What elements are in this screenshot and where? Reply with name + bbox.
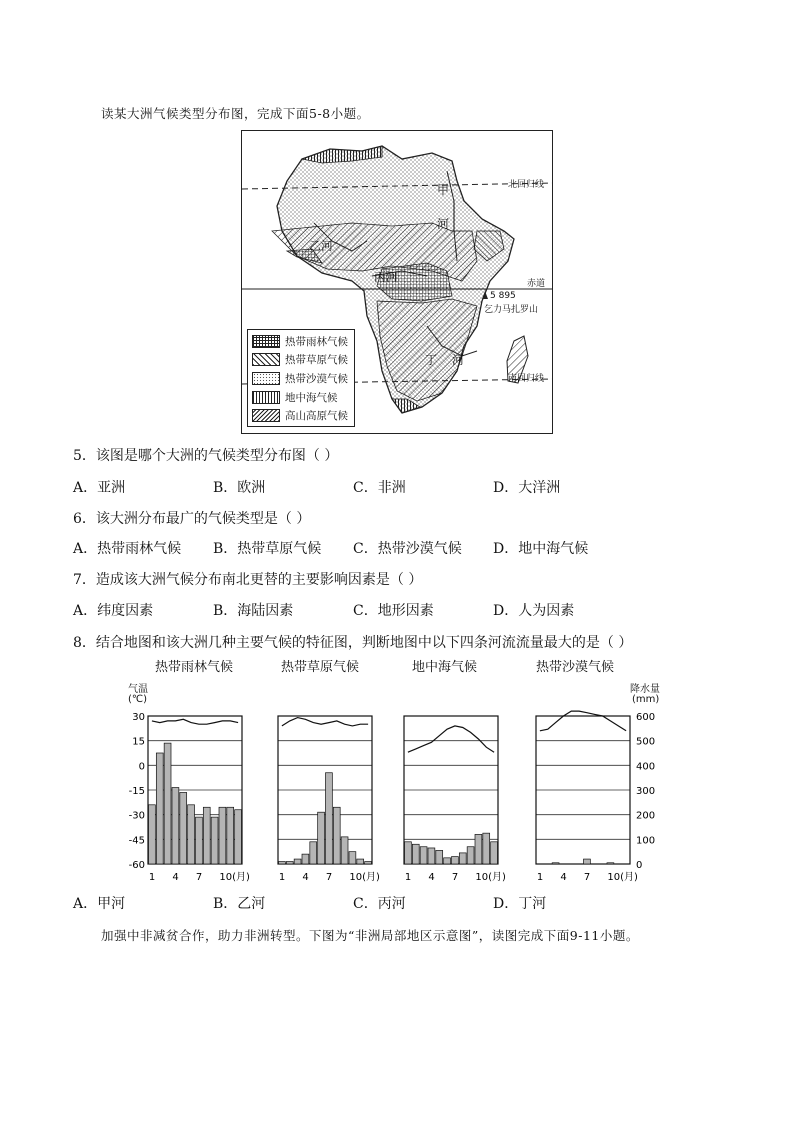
precip-bar bbox=[412, 844, 419, 864]
intro-text: 读某大洲气候类型分布图，完成下面5-8小题。 bbox=[101, 106, 370, 121]
x-tick-label: 7 bbox=[195, 872, 203, 883]
q7-option-b[interactable]: B．海陆因素 bbox=[213, 603, 294, 619]
temperature-line bbox=[152, 719, 238, 724]
q5-option-d[interactable]: D．大洋洲 bbox=[493, 480, 561, 496]
q6-option-d[interactable]: D．地中海气候 bbox=[493, 541, 589, 557]
q8-option-a[interactable]: A．甲河 bbox=[73, 896, 126, 912]
precip-bar bbox=[203, 807, 210, 864]
precip-bar bbox=[475, 834, 482, 864]
x-tick-label: 10(月) bbox=[607, 872, 638, 883]
legend-item: 热带沙漠气候 bbox=[252, 371, 348, 385]
q7-option-d[interactable]: D．人为因素 bbox=[493, 603, 575, 619]
q5-option-c[interactable]: C．非洲 bbox=[353, 480, 406, 496]
temp-tick-label: 30 bbox=[132, 712, 145, 723]
x-tick-label: 10(月) bbox=[349, 872, 380, 883]
precip-bar bbox=[483, 833, 490, 864]
legend-item: 热带雨林气候 bbox=[252, 334, 348, 348]
precip-tick-label: 300 bbox=[636, 786, 656, 797]
question-6: 6．该大洲分布最广的气候类型是（ ） bbox=[73, 511, 311, 527]
river-label-ding-2: 河 bbox=[452, 353, 465, 367]
chart-title-rainforest: 热带雨林气候 bbox=[155, 660, 234, 675]
temp-tick-label: -15 bbox=[128, 786, 145, 797]
x-tick-label: 1 bbox=[148, 872, 156, 883]
x-tick-label: 4 bbox=[302, 872, 309, 883]
precip-bar bbox=[279, 862, 286, 864]
x-tick-label: 4 bbox=[172, 872, 179, 883]
x-tick-label: 1 bbox=[536, 872, 544, 883]
precip-axis-label: 降水量 bbox=[630, 684, 660, 695]
precip-axis-unit: (mm) bbox=[632, 694, 660, 705]
chart-title-desert: 热带沙漠气候 bbox=[536, 660, 615, 675]
mountain-height: 5 895 bbox=[490, 291, 516, 301]
precip-tick-label: 0 bbox=[636, 860, 643, 871]
x-tick-label: 1 bbox=[278, 872, 286, 883]
precip-bar bbox=[459, 853, 466, 864]
precip-bar bbox=[196, 817, 203, 864]
precip-bar bbox=[491, 842, 498, 864]
q7-option-c[interactable]: C．地形因素 bbox=[353, 603, 434, 619]
precip-bar bbox=[294, 859, 301, 864]
q8-option-d[interactable]: D．丁河 bbox=[493, 896, 547, 912]
temp-tick-label: 0 bbox=[138, 761, 145, 773]
precip-bar bbox=[405, 842, 412, 864]
temp-tick-label: -30 bbox=[128, 810, 145, 822]
legend-item: 热带草原气候 bbox=[252, 352, 348, 366]
mountain-name: 乞力马扎罗山 bbox=[484, 305, 539, 315]
precip-bar bbox=[227, 807, 234, 864]
x-tick-label: 1 bbox=[404, 872, 412, 883]
x-tick-label: 7 bbox=[583, 872, 591, 883]
temp-tick-label: -45 bbox=[128, 835, 145, 847]
river-label-jia-2: 河 bbox=[437, 217, 450, 231]
precip-bar bbox=[164, 743, 171, 864]
precip-bar bbox=[444, 858, 451, 864]
chart-title-mediterranean: 地中海气候 bbox=[412, 660, 478, 675]
precip-bar bbox=[467, 847, 474, 864]
temp-tick-label: 15 bbox=[132, 736, 145, 748]
temp-axis-unit: (℃) bbox=[128, 694, 148, 705]
precip-bar bbox=[326, 773, 333, 864]
q5-option-a[interactable]: A．亚洲 bbox=[73, 480, 126, 496]
precip-tick-label: 400 bbox=[636, 761, 656, 773]
question-8: 8．结合地图和该大洲几种主要气候的特征图，判断地图中以下四条河流流量最大的是（ ） bbox=[73, 635, 633, 651]
precip-bar bbox=[607, 863, 614, 864]
precip-bar bbox=[552, 863, 559, 864]
precip-bar bbox=[584, 859, 591, 864]
precip-bar bbox=[172, 788, 179, 864]
temperature-line bbox=[408, 726, 494, 752]
temp-tick-label: -60 bbox=[128, 860, 145, 871]
q8-option-c[interactable]: C．丙河 bbox=[353, 896, 406, 912]
q6-option-b[interactable]: B．热带草原气候 bbox=[213, 541, 322, 557]
precip-bar bbox=[149, 805, 156, 864]
precip-bar bbox=[365, 862, 372, 864]
tropic-north-label: 北回归线 bbox=[508, 180, 545, 190]
river-label-ding: 丁 bbox=[425, 353, 438, 367]
precip-bar bbox=[180, 792, 187, 864]
q6-option-a[interactable]: A．热带雨林气候 bbox=[73, 541, 182, 557]
tropic-south-label: 南回归线 bbox=[508, 374, 545, 384]
x-tick-label: 7 bbox=[325, 872, 333, 883]
precip-bar bbox=[333, 807, 340, 864]
legend-item: 高山高原气候 bbox=[252, 408, 348, 422]
x-tick-label: 10(月) bbox=[219, 872, 250, 883]
legend-item: 地中海气候 bbox=[252, 390, 338, 404]
precip-bar bbox=[318, 812, 325, 864]
q5-option-b[interactable]: B．欧洲 bbox=[213, 480, 266, 496]
river-label-yi: 乙河 bbox=[309, 239, 334, 253]
precip-bar bbox=[452, 857, 459, 864]
precip-tick-label: 100 bbox=[636, 835, 656, 847]
temperature-line bbox=[540, 711, 626, 731]
precip-bar bbox=[420, 847, 427, 864]
precip-bar bbox=[349, 852, 356, 864]
precip-tick-label: 200 bbox=[636, 810, 656, 822]
q6-option-c[interactable]: C．热带沙漠气候 bbox=[353, 541, 462, 557]
precip-bar bbox=[219, 807, 226, 864]
precip-bar bbox=[211, 817, 218, 864]
x-tick-label: 4 bbox=[428, 872, 435, 883]
precip-tick-label: 500 bbox=[636, 736, 656, 748]
precip-bar bbox=[302, 854, 309, 864]
precip-bar bbox=[156, 753, 163, 864]
precip-bar bbox=[188, 805, 195, 864]
precip-bar bbox=[357, 859, 364, 864]
precip-bar bbox=[428, 848, 435, 864]
precip-bar bbox=[286, 862, 293, 864]
x-tick-label: 7 bbox=[451, 872, 459, 883]
precip-tick-label: 600 bbox=[636, 712, 656, 723]
precip-bar bbox=[341, 837, 348, 864]
equator-label: 赤道 bbox=[527, 279, 546, 289]
temp-axis-label: 气温 bbox=[128, 684, 148, 695]
river-label-jia: 甲 bbox=[437, 183, 450, 197]
temperature-line bbox=[282, 718, 368, 726]
precip-bar bbox=[436, 850, 443, 864]
precip-bar bbox=[310, 842, 317, 864]
question-5: 5．该图是哪个大洲的气候类型分布图（ ） bbox=[73, 448, 339, 464]
question-7: 7．造成该大洲气候分布南北更替的主要影响因素是（ ） bbox=[73, 572, 423, 588]
q8-option-b[interactable]: B．乙河 bbox=[213, 896, 266, 912]
x-tick-label: 4 bbox=[560, 872, 567, 883]
intro-text-2: 加强中非减贫合作，助力非洲转型。下图为“非洲局部地区示意图”，读图完成下面9-11小题。 bbox=[101, 928, 639, 943]
river-label-bing: 丙河 bbox=[374, 270, 399, 284]
x-tick-label: 10(月) bbox=[475, 872, 506, 883]
precip-bar bbox=[235, 810, 242, 864]
chart-title-savanna: 热带草原气候 bbox=[281, 660, 360, 675]
q7-option-a[interactable]: A．纬度因素 bbox=[73, 603, 154, 619]
